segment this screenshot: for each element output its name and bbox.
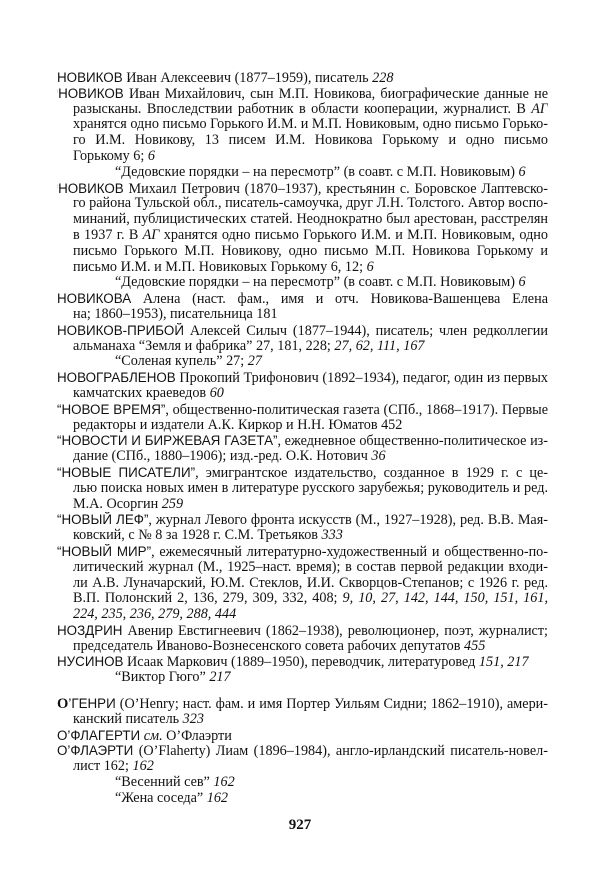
index-entry <box>57 70 548 86</box>
index-line <box>57 181 548 197</box>
entry-text: ли А.В. Луначарский, Ю.М. Стеклов, И.И. Скворцов-Степанов; с 1926 г. ред. <box>73 575 548 591</box>
page-number: 927 <box>288 817 312 833</box>
index-line <box>57 149 548 165</box>
index-line <box>57 728 548 744</box>
entry-text: , общественно-политическая газета (СПб., 1868–1917). Первые <box>165 401 548 418</box>
headword: “НОВОСТИ И БИРЖЕВАЯ ГАЗЕТА” <box>57 433 278 449</box>
index-line <box>57 228 548 244</box>
entry-text: “Дедовские порядки – на пересмотр” (в соавт. с М.П. Новиковым) <box>115 163 519 180</box>
index-page <box>57 70 548 807</box>
entry-text: редакторы и издатели А.К. Киркор и Н.Н. Юматов 452 <box>73 416 403 433</box>
entry-text: председатель Иваново-Вознесенского совета рабочих депутатов <box>73 637 465 654</box>
index-line <box>57 591 548 607</box>
index-entry <box>57 743 548 806</box>
index-line <box>57 654 548 670</box>
entry-text: В.П. Полонский 2, 136, 279, 309, 332, 408; <box>73 591 343 607</box>
entry-text: М.А. Осоргин <box>73 495 162 512</box>
entry-text: ковский, с № 8 за 1928 г. С.М. Третьяков <box>73 527 322 544</box>
section-gap <box>57 686 548 696</box>
section-letter: О <box>57 696 69 712</box>
entry-text: хранятся одно письмо Горького И.М. и М.П. Новиковым, одно <box>159 227 548 243</box>
entry-text: Горькому 6; <box>73 147 148 164</box>
index-entry <box>57 623 548 655</box>
entry-text: Авенир Евстигнеевич (1862–1938), революционер, поэт, журналист; <box>122 622 548 639</box>
page-refs-italic: 228 <box>372 70 394 86</box>
index-line <box>57 133 548 149</box>
headword: ’ГЕНРИ <box>68 696 116 712</box>
entry-text: литический журнал (М., 1925–наст. время); в состав первой редакции входи- <box>73 559 548 575</box>
index-line <box>57 512 548 528</box>
index-line <box>57 291 548 307</box>
index-line <box>57 212 548 228</box>
entry-text: лью поиска новых имен в литературе русского зарубежья; руководитель и ред. <box>73 480 548 496</box>
index-line <box>57 433 548 449</box>
index-line <box>57 712 548 728</box>
headword: НОВИКОВ <box>57 70 123 85</box>
index-line <box>57 497 548 513</box>
entry-text: альманаха “Земля и фабрика” 27, 181, 228; <box>73 337 335 354</box>
page-refs-italic: 333 <box>321 527 343 544</box>
index-line <box>57 307 548 323</box>
index-line <box>57 639 548 655</box>
index-line <box>57 743 548 759</box>
index-line <box>57 323 548 339</box>
entry-text: “Виктор Гюго” <box>115 669 210 686</box>
page-refs-italic: АГ <box>531 101 548 117</box>
headword: “НОВОЕ ВРЕМЯ” <box>57 401 166 417</box>
page-refs-italic: 162 <box>213 774 235 791</box>
entry-text: (O’Henry; наст. фам. и имя Портер Уильям Сидни; 1862–1910), амери- <box>115 696 548 712</box>
index-line <box>57 481 548 497</box>
entry-text: хранятся одно письмо Горького И.М. и М.П. Новиковым, одно письмо Горько- <box>73 117 548 133</box>
index-entry <box>57 181 548 292</box>
index-entry <box>57 86 548 181</box>
entry-text: “Дедовские порядки – на пересмотр” (в соавт. с М.П. Новиковым) <box>115 274 519 291</box>
page-refs-italic: 259 <box>161 495 184 512</box>
entry-text: го И.М. Новикову, 13 писем И.М. Новикова Горькому и одно письмо <box>73 133 548 149</box>
entry-text: “Весенний сев” <box>115 774 214 791</box>
page-refs-italic: 162 <box>132 758 154 775</box>
page-refs-italic: 6 <box>518 163 526 180</box>
index-line <box>57 623 548 639</box>
entry-text: Алена (наст. фам., имя и отч. Новикова-Вашенцева Елена <box>142 291 548 307</box>
index-entry <box>57 370 548 402</box>
page-refs-italic: 27, 62, 111, 167 <box>334 337 425 354</box>
sub-entry <box>57 791 548 807</box>
entry-text: камчатских краеведов <box>73 384 210 401</box>
index-entry <box>57 291 548 323</box>
entry-text: на; 1860–1953), писательница 181 <box>73 305 278 322</box>
headword: НОВИКОВ <box>58 180 124 196</box>
index-line <box>57 196 548 212</box>
headword: “НОВЫЙ ЛЕФ” <box>57 512 149 528</box>
headword: НУСИНОВ <box>57 654 124 670</box>
index-line <box>57 576 548 592</box>
index-line <box>57 386 548 402</box>
entry-text: , ежедневное общественно-политическое из- <box>277 433 548 450</box>
page-refs-italic: 217 <box>209 669 231 686</box>
entry-text: письмо И.М. и М.П. Новиковых Горькому 6, 12; <box>73 258 367 275</box>
page-refs-italic: 6 <box>366 258 374 275</box>
entry-text: , ежемесячный литературно-художественный и общественно-по- <box>151 543 548 560</box>
page-refs-italic: 6 <box>518 274 526 291</box>
index-line <box>57 544 548 560</box>
index-line <box>57 117 548 133</box>
headword: НОЗДРИН <box>57 622 123 638</box>
headword: НОВИКОВА <box>57 291 132 307</box>
index-entry <box>57 544 548 623</box>
page-refs-italic: 323 <box>182 710 204 727</box>
sub-entry <box>57 670 548 686</box>
index-line <box>57 607 548 623</box>
index-line <box>57 696 548 712</box>
entry-text: , эмигрантское издательство, созданное в 1929 г. с це- <box>195 464 548 481</box>
index-line <box>57 465 548 481</box>
entry-text: минаний, публицистических статей. Неоднократно был арестован, расстрелян <box>73 212 548 228</box>
index-line <box>57 402 548 418</box>
page-refs-italic: 162 <box>206 789 228 806</box>
entry-text: “Соленая купель” 27; <box>115 353 248 370</box>
entry-text: лист 162; <box>73 758 133 775</box>
page-refs-italic: 60 <box>209 384 224 401</box>
entry-text: Иван Михайлович, сын М.П. Новикова, биографические данные не <box>123 85 548 102</box>
index-entry <box>57 728 548 744</box>
entry-text: Прокопий Трифонович (1892–1934), педагог, один из первых <box>175 370 548 386</box>
page-refs-italic: 9, 10, 27, 142, 144, 150, 151, 161, <box>342 591 548 607</box>
page-refs-italic: АГ <box>142 227 160 243</box>
page-refs-italic: 36 <box>371 448 386 465</box>
index-line <box>57 339 548 355</box>
entry-text: в 1937 г. В <box>73 227 143 243</box>
index-line <box>57 449 548 465</box>
index-entry <box>57 433 548 465</box>
entry-text: Алексей Силыч (1877–1944), писатель; член редколлегии <box>183 322 548 339</box>
headword: О’ФЛАЭРТИ <box>57 743 134 759</box>
index-line <box>57 70 548 86</box>
index-line <box>57 102 548 118</box>
entry-text: Иван Алексеевич (1877–1959), писатель <box>126 70 373 86</box>
headword: “НОВЫЙ МИР” <box>57 543 152 559</box>
index-line <box>57 560 548 576</box>
entry-text: (O’Flaherty) Лиам (1896–1984), англо-ирландский писатель-новел- <box>133 743 548 760</box>
page-refs-italic: 224, 235, 236, 279, 288, 444 <box>73 606 237 623</box>
index-line <box>57 759 548 775</box>
headword: НОВОГРАБЛЕНОВ <box>57 370 176 386</box>
index-entry <box>57 512 548 544</box>
index-entry <box>57 654 548 686</box>
sub-entry <box>57 775 548 791</box>
page-refs-italic: 455 <box>464 637 486 654</box>
index-entry <box>57 402 548 434</box>
index-line <box>57 528 548 544</box>
index-line <box>57 244 548 260</box>
sub-entry <box>57 354 548 370</box>
page-refs-italic: 151, 217 <box>478 654 529 671</box>
headword: НОВИКОВ <box>58 85 124 101</box>
sub-entry <box>57 165 548 181</box>
entry-text: Исаак Маркович (1889–1950), переводчик, литературовед <box>123 654 479 671</box>
index-entry <box>57 696 548 728</box>
entry-text: письмо Горького М.П. Новикову, одно письмо М.П. Новикова Горькому и <box>73 243 548 259</box>
index-entry <box>57 465 548 512</box>
page-refs-italic: 6 <box>147 147 155 164</box>
headword: О’ФЛАГЕРТИ <box>57 727 141 743</box>
index-line <box>57 418 548 434</box>
entry-text: го района Тульской обл., писатель-самоучка, друг Л.Н. Толстого. Автор воспо- <box>73 196 548 212</box>
entry-text: , журнал Левого фронта искусств (М., 1927–1928), ред. В.В. Мая- <box>148 512 548 529</box>
index-entry <box>57 323 548 370</box>
sub-entry <box>57 275 548 291</box>
page-refs-italic: 27 <box>247 353 262 370</box>
entry-text: разысканы. Впоследствии работник в области кооперации, журналист. В <box>73 101 532 117</box>
index-line <box>57 260 548 276</box>
headword: НОВИКОВ-ПРИБОЙ <box>57 322 184 338</box>
index-line <box>57 370 548 386</box>
index-line <box>57 86 548 102</box>
entry-text: Михаил Петрович (1870–1937), крестьянин с. Боровское Лаптевско- <box>123 180 548 197</box>
entry-text: О’Флаэрти <box>162 727 232 744</box>
entry-text: дание (СПб., 1880–1906); изд.-ред. О.К. Нотович <box>73 448 372 465</box>
entry-text: канский писатель <box>73 710 183 727</box>
entry-text: “Жена соседа” <box>115 789 207 806</box>
headword: “НОВЫЕ ПИСАТЕЛИ” <box>57 464 196 480</box>
page-refs-italic: см. <box>143 727 163 744</box>
